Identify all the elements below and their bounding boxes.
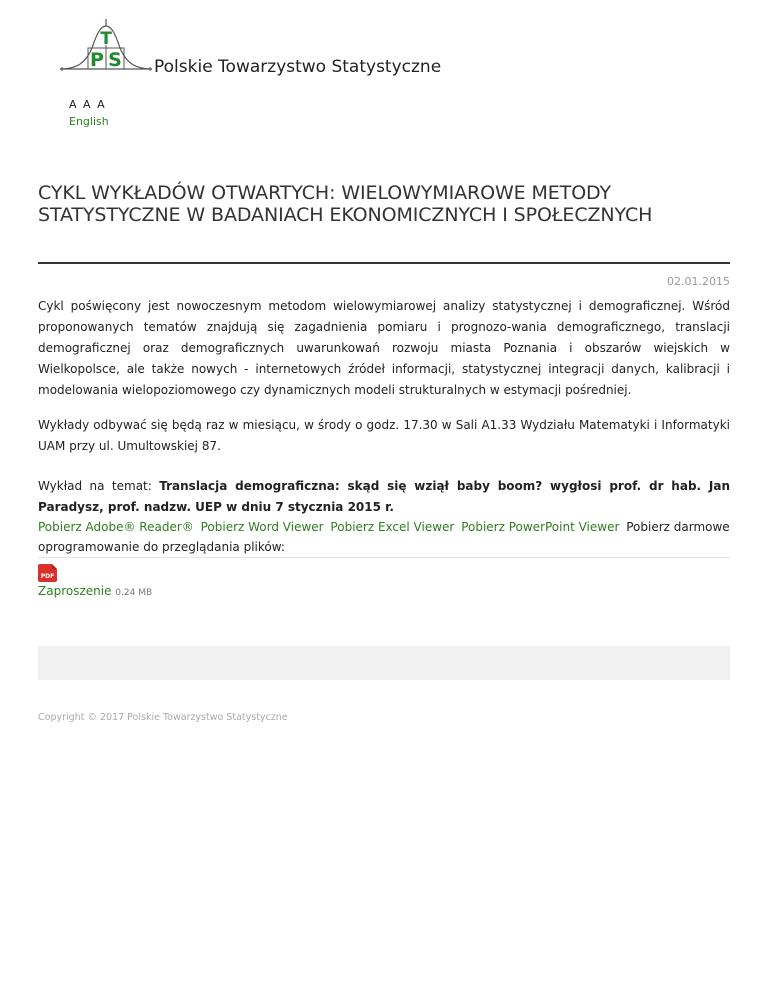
pdf-icon-label: PDF [40,573,55,580]
logo-letter-s: S [108,49,122,71]
site-logo[interactable] [58,18,154,76]
lecture-details: Translacja demograficzna: skąd się wziął baby boom? wygłosi prof. dr hab. Jan Paradysz, prof. nadzw. UEP w dniu 7 stycznia 2015 r. [38,479,730,514]
font-size-controls [69,98,106,111]
download-word-viewer-link[interactable]: Pobierz Word Viewer [200,520,324,534]
attachment-link[interactable]: Zaproszenie [38,584,112,598]
lecture-prefix: Wykład na temat: [38,479,160,493]
logo-letter-t: T [100,29,112,49]
article-paragraph-1: Cykl poświęcony jest nowoczesnym metodom wielowymiarowej analizy statystycznej i demograficznej. Wśród proponowanych tematów znajdują się zagadnienia pomiaru i prognozo-wania demograficznego, translacji demograficznej oraz demograficznych uwarunkowań rozwoju miasta Poznania i obszarów wiejskich w Wielkopolsce, ale także nowych - internetowych źródeł informacji, statystycznej integracji danych, kalibracji i modelowania wielopoziomowego czy dynamicznych modeli strukturalnych w estymacji pośredniej. [38,299,730,397]
font-size-small-button[interactable]: A [69,98,79,111]
article-paragraph-2: Wykłady odbywać się będą raz w miesiącu, w środy o godz. 17.30 w Sali A1.33 Wydziału Matematyki i Informatyki UAM przy ul. Umultowskiej 87. [38,418,730,453]
viewer-downloads [38,517,730,557]
attachment-size: 0.24 MB [115,588,153,598]
downloads-divider [38,557,730,558]
language-english-link[interactable]: English [69,115,109,128]
attachment [38,564,152,598]
font-size-medium-button[interactable]: A [83,98,93,111]
pdf-icon[interactable] [38,564,57,582]
download-adobe-reader-link[interactable]: Pobierz Adobe® Reader® [38,520,194,534]
article-date: 02.01.2015 [667,275,730,288]
title-divider [38,262,730,264]
font-size-large-button[interactable]: A [97,98,107,111]
page-title: CYKL WYKŁADÓW OTWARTYCH: WIELOWYMIAROWE METODY STATYSTYCZNE W BADANIACH EKONOMICZNYCH I SPOŁECZNYCH [38,182,653,226]
download-excel-viewer-link[interactable]: Pobierz Excel Viewer [330,520,455,534]
site-name: Polskie Towarzystwo Statystyczne [154,57,442,77]
article-paragraph-3 [38,476,730,518]
site-header [58,18,518,78]
logo-letter-p: P [90,49,104,71]
pts-logo-icon [58,18,154,76]
footer-bar [38,646,730,680]
copyright: Copyright © 2017 Polskie Towarzystwo Statystyczne [38,712,288,723]
downloads-description: Pobierz darmowe oprogramowanie do przeglądania plików: [38,520,730,554]
article-body [38,296,730,532]
download-powerpoint-viewer-link[interactable]: Pobierz PowerPoint Viewer [461,520,620,534]
